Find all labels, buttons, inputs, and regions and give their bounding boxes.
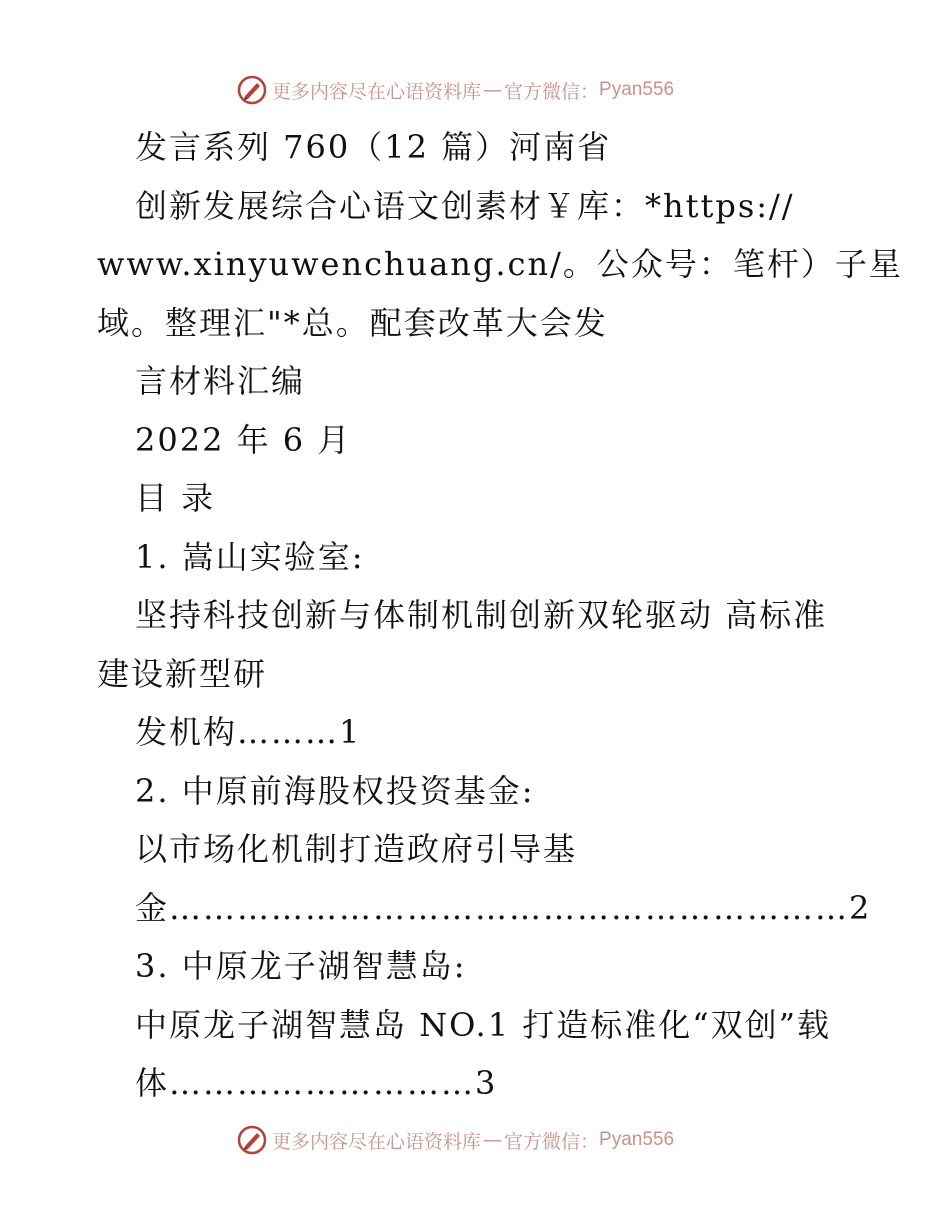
toc-item-2-heading: 2. 中原前海股权投资基金: [135, 772, 535, 810]
doc-line-3: www.xinyuwenchuang.cn/。公众号：笔杆）子星 [97, 245, 903, 283]
toc-item-3-heading: 3. 中原龙子湖智慧岛: [135, 947, 467, 985]
pen-logo-icon [236, 74, 268, 106]
watermark-text: 更多内容尽在心语资料库 [272, 80, 482, 103]
watermark-handle: Pyan556 [599, 79, 675, 100]
toc-item-3-page: 体………………………3 [135, 1064, 498, 1102]
doc-line-5: 言材料汇编 [135, 362, 306, 400]
watermark-official-label: 官方微信： [504, 80, 600, 103]
toc-item-1-page: 发机构………1 [135, 713, 362, 751]
doc-line-4: 域。整理汇"*总。配套改革大会发 [97, 304, 608, 342]
toc-item-2-title: 以市场化机制打造政府引导基 [135, 830, 578, 868]
watermark-official-label: 官方微信： [504, 1130, 600, 1153]
watermark-header [236, 73, 674, 107]
watermark-text: 更多内容尽在心语资料库 [272, 1130, 482, 1153]
toc-item-1-heading: 1. 嵩山实验室: [135, 538, 365, 576]
doc-line-1: 发言系列 760（12 篇）河南省 [135, 128, 612, 166]
toc-heading: 目 录 [135, 479, 216, 517]
watermark-separator: — [483, 79, 503, 101]
toc-item-2-page: 金……………………………………………………2 [135, 889, 872, 927]
watermark-separator: — [483, 1129, 503, 1151]
doc-line-6: 2022 年 6 月 [135, 421, 352, 459]
watermark-handle: Pyan556 [599, 1129, 675, 1150]
doc-line-2: 创新发展综合心语文创素材￥库：*https:// [135, 187, 795, 225]
toc-item-1-title-cont: 建设新型研 [97, 655, 268, 693]
toc-item-1-title: 坚持科技创新与体制机制创新双轮驱动 高标准 [135, 596, 828, 634]
pen-logo-icon [236, 1124, 268, 1156]
toc-item-3-title: 中原龙子湖智慧岛 NO.1 打造标准化“双创”载 [135, 1006, 831, 1044]
watermark-footer [236, 1123, 674, 1157]
